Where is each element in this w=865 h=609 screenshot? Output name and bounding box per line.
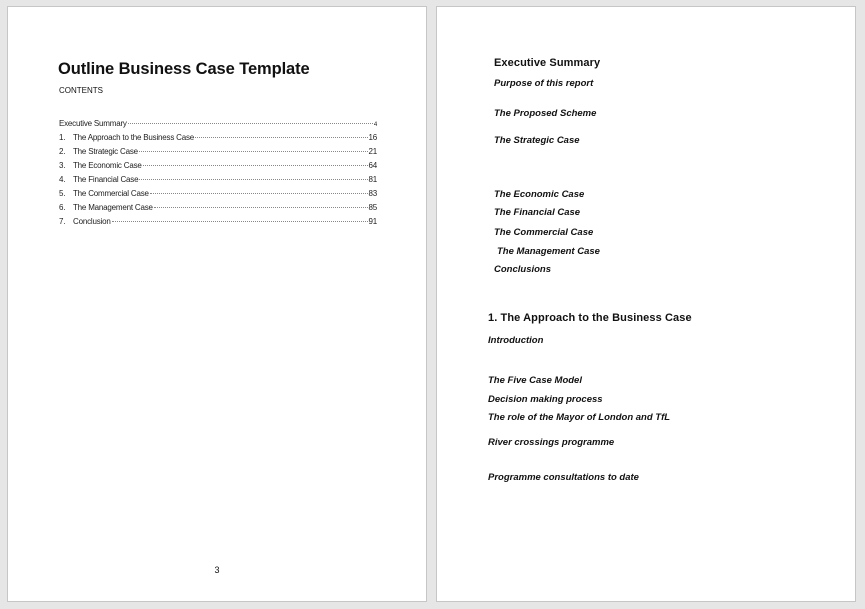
document-page-4 [436,6,856,602]
subheading-conclusions: Conclusions [494,264,552,275]
toc-dot-leader [128,123,373,124]
toc-entry-number: 2. [59,147,66,156]
toc-entry-page: 21 [368,147,377,156]
toc-entry-number: 4. [59,175,66,184]
subheading-management-case: The Management Case [497,246,600,257]
contents-heading: CONTENTS [59,86,103,95]
toc-dot-leader [154,207,368,208]
toc-entry-label: The Financial Case [73,175,139,184]
heading-executive-summary: Executive Summary [494,57,601,69]
heading-approach-to-business-case: 1. The Approach to the Business Case [488,312,692,324]
subheading-proposed-scheme: The Proposed Scheme [494,108,597,119]
toc-entry-page: 4 [373,122,377,128]
toc-entry-number: 5. [59,189,66,198]
toc-entry-page: 81 [368,175,377,184]
toc-entry-page: 16 [368,133,377,142]
toc-entry-label: Conclusion [73,217,111,226]
toc-entry-label: The Management Case [73,203,153,212]
toc-entry-number: 6. [59,203,66,212]
subheading-purpose: Purpose of this report [494,78,594,89]
toc-dot-leader [143,165,368,166]
table-of-contents [59,119,377,231]
toc-entry-page: 83 [368,189,377,198]
subheading-strategic-case: The Strategic Case [494,135,580,146]
subheading-consultations: Programme consultations to date [488,472,639,483]
toc-entry-label: The Economic Case [73,161,142,170]
subheading-mayor-tfl: The role of the Mayor of London and TfL [488,412,671,423]
toc-entry-commercial[interactable] [59,189,377,203]
toc-entry-page: 64 [368,161,377,170]
document-title: Outline Business Case Template [58,60,310,78]
toc-dot-leader [139,179,367,180]
subheading-introduction: Introduction [488,335,544,346]
toc-entry-label: The Approach to the Business Case [73,133,195,142]
subheading-river-crossings: River crossings programme [488,437,615,448]
subheading-commercial-case: The Commercial Case [494,227,594,238]
toc-entry-management[interactable] [59,203,377,217]
toc-dot-leader [112,221,368,222]
toc-entry-executive-summary[interactable] [59,119,377,133]
toc-entry-label: The Commercial Case [73,189,149,198]
subheading-financial-case: The Financial Case [494,207,581,218]
toc-entry-number: 7. [59,217,66,226]
toc-entry-number: 1. [59,133,66,142]
toc-entry-approach[interactable] [59,133,377,147]
toc-entry-label: Executive Summary [59,119,127,128]
toc-entry-label: The Strategic Case [73,147,138,156]
subheading-five-case-model: The Five Case Model [488,375,582,386]
toc-entry-economic[interactable] [59,161,377,175]
toc-entry-conclusion[interactable] [59,217,377,231]
subheading-economic-case: The Economic Case [494,189,585,200]
toc-entry-financial[interactable] [59,175,377,189]
document-page-3 [7,6,427,602]
page-number: 3 [214,565,220,575]
toc-dot-leader [195,137,367,138]
toc-entry-number: 3. [59,161,66,170]
toc-entry-strategic[interactable] [59,147,377,161]
toc-dot-leader [150,193,368,194]
subheading-decision-making: Decision making process [488,394,603,405]
toc-dot-leader [139,151,368,152]
toc-entry-page: 85 [368,203,377,212]
toc-entry-page: 91 [368,217,377,226]
